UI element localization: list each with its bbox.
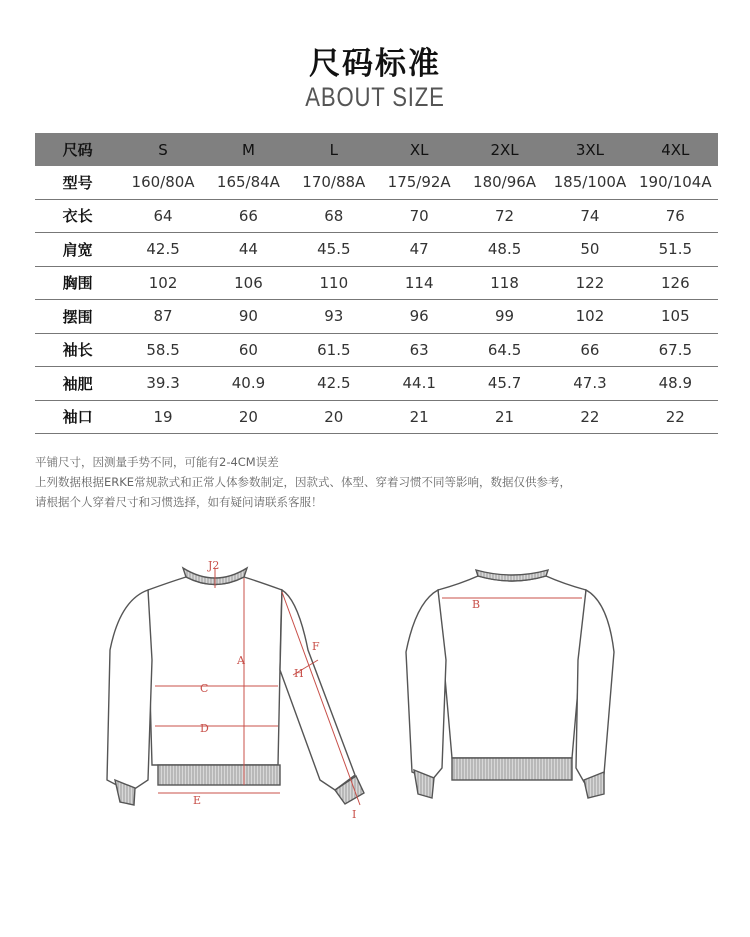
note-line: 上列数据根据ERKE常规款式和正常人体参数制定，因款式、体型、穿着习惯不同等影响，数据仅供参考， — [35, 475, 572, 489]
size-value-cell: 19 — [120, 400, 205, 434]
size-header-row — [35, 133, 718, 166]
size-value-cell: 185/100A — [547, 166, 632, 199]
size-value-cell: 72 — [462, 199, 547, 233]
size-value-cell: 20 — [291, 400, 376, 434]
table-row — [35, 333, 718, 367]
size-col-header: M — [206, 133, 291, 166]
table-row — [35, 199, 718, 233]
size-value-cell: 160/80A — [120, 166, 205, 199]
size-value-cell: 66 — [206, 199, 291, 233]
size-value-cell: 102 — [547, 300, 632, 334]
label-a: A — [237, 654, 245, 667]
size-value-cell: 122 — [547, 266, 632, 300]
table-row — [35, 266, 718, 300]
size-col-header: XL — [377, 133, 462, 166]
size-value-cell: 60 — [206, 333, 291, 367]
size-value-cell: 64 — [120, 199, 205, 233]
label-i: I — [352, 808, 357, 821]
size-value-cell: 40.9 — [206, 367, 291, 401]
size-col-header: S — [120, 133, 205, 166]
size-value-cell: 22 — [547, 400, 632, 434]
size-col-header: 3XL — [547, 133, 632, 166]
table-row — [35, 400, 718, 434]
size-value-cell: 106 — [206, 266, 291, 300]
size-col-header: 4XL — [633, 133, 718, 166]
size-value-cell: 20 — [206, 400, 291, 434]
size-value-cell: 47.3 — [547, 367, 632, 401]
size-value-cell: 68 — [291, 199, 376, 233]
size-value-cell: 61.5 — [291, 333, 376, 367]
size-value-cell: 51.5 — [633, 233, 718, 267]
table-row — [35, 233, 718, 267]
label-b: B — [472, 598, 481, 611]
size-value-cell: 58.5 — [120, 333, 205, 367]
size-value-cell: 74 — [547, 199, 632, 233]
measurement-diagram — [90, 540, 650, 830]
label-c: C — [200, 682, 209, 695]
size-value-cell: 45.7 — [462, 367, 547, 401]
size-value-cell: 99 — [462, 300, 547, 334]
size-value-cell: 118 — [462, 266, 547, 300]
size-col-header: L — [291, 133, 376, 166]
size-value-cell: 48.9 — [633, 367, 718, 401]
size-value-cell: 170/88A — [291, 166, 376, 199]
row-label: 摆围 — [35, 300, 120, 334]
table-row — [35, 300, 718, 334]
row-label: 型号 — [35, 166, 120, 199]
size-value-cell: 114 — [377, 266, 462, 300]
label-f: F — [312, 640, 320, 653]
size-value-cell: 44.1 — [377, 367, 462, 401]
row-label: 衣长 — [35, 199, 120, 233]
size-value-cell: 110 — [291, 266, 376, 300]
table-row — [35, 166, 718, 199]
size-value-cell: 105 — [633, 300, 718, 334]
table-row — [35, 367, 718, 401]
size-value-cell: 90 — [206, 300, 291, 334]
row-label: 肩宽 — [35, 233, 120, 267]
label-h: H — [294, 667, 304, 680]
size-table-body — [35, 166, 718, 434]
size-value-cell: 63 — [377, 333, 462, 367]
size-value-cell: 87 — [120, 300, 205, 334]
size-value-cell: 175/92A — [377, 166, 462, 199]
row-label: 袖口 — [35, 400, 120, 434]
size-col-header: 2XL — [462, 133, 547, 166]
size-value-cell: 93 — [291, 300, 376, 334]
size-value-cell: 165/84A — [206, 166, 291, 199]
back-sweater-illustration — [406, 570, 614, 798]
size-value-cell: 22 — [633, 400, 718, 434]
size-value-cell: 190/104A — [633, 166, 718, 199]
size-value-cell: 180/96A — [462, 166, 547, 199]
page-title: 尺码标准 — [309, 46, 441, 82]
size-value-cell: 39.3 — [120, 367, 205, 401]
size-value-cell: 45.5 — [291, 233, 376, 267]
row-label: 袖肥 — [35, 367, 120, 401]
size-notes — [35, 452, 725, 512]
label-j2: J2 — [208, 559, 220, 572]
page-subtitle: ABOUT SIZE — [305, 82, 445, 112]
size-value-cell: 44 — [206, 233, 291, 267]
label-e: E — [193, 794, 202, 807]
note-line: 请根据个人穿着尺寸和习惯选择，如有疑问请联系客服！ — [35, 495, 323, 509]
size-value-cell: 21 — [377, 400, 462, 434]
size-value-cell: 67.5 — [633, 333, 718, 367]
size-value-cell: 47 — [377, 233, 462, 267]
note-line: 平铺尺寸，因测量手势不同，可能有2-4CM误差 — [35, 455, 279, 469]
row-label: 胸围 — [35, 266, 120, 300]
size-value-cell: 102 — [120, 266, 205, 300]
size-value-cell: 64.5 — [462, 333, 547, 367]
size-value-cell: 66 — [547, 333, 632, 367]
size-value-cell: 50 — [547, 233, 632, 267]
size-value-cell: 70 — [377, 199, 462, 233]
size-table — [35, 133, 718, 434]
size-value-cell: 42.5 — [120, 233, 205, 267]
size-value-cell: 42.5 — [291, 367, 376, 401]
size-value-cell: 126 — [633, 266, 718, 300]
size-value-cell: 21 — [462, 400, 547, 434]
label-d: D — [200, 722, 209, 735]
row-label: 袖长 — [35, 333, 120, 367]
size-value-cell: 76 — [633, 199, 718, 233]
size-corner-cell: 尺码 — [35, 133, 120, 166]
size-value-cell: 48.5 — [462, 233, 547, 267]
size-value-cell: 96 — [377, 300, 462, 334]
